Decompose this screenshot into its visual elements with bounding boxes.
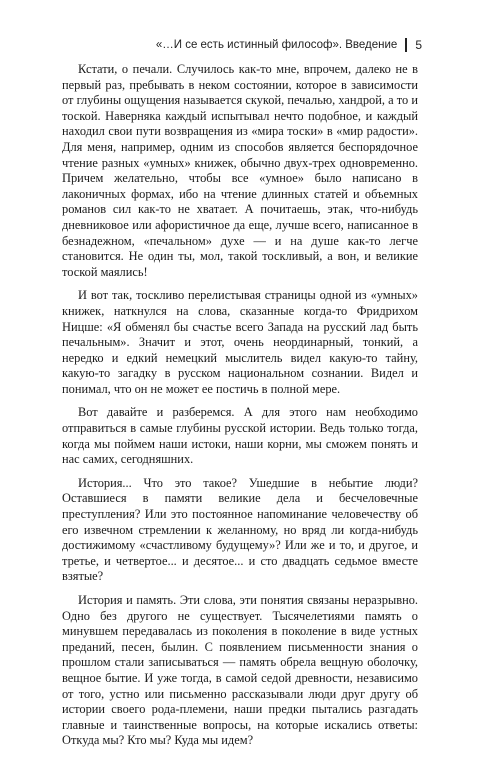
paragraph-3: Вот давайте и разберемся. А для этого нам необходимо отправиться в самые глубины русской истории. Ведь только тогда, когда мы поймем наши истоки, наши корни, мы сможем понять и нас самих, сегодняшних. bbox=[62, 405, 418, 467]
paragraph-5: История и память. Эти слова, эти понятия связаны неразрывно. Одно без другого не существует. Тысячелетиями память о минувшем передавалась из поколения в поколение в виде устных преданий, песен, былин. С появлением письменности знания о прошлом стали записываться — память обрела вещную оболочку, вещное бытие. И уже тогда, в самой седой древности, независимо от того, устно или письменно рассказывали люди друг другу об истории своего рода-племени, наши предки пытались разгадать главные и таинственные вопросы, на которые искались ответы: Откуда мы? Кто мы? Куда мы идем? bbox=[62, 593, 418, 748]
paragraph-4: История... Что это такое? Ушедшие в небытие люди? Оставшиеся в памяти великие дела и бесчеловечные преступления? Или это постоянное напоминание человечеству об его извечном стремлении к желанному, но вряд ли когда-нибудь достижимому «счастливому будущему»? Или же и то, и другое, и третье, и четвертое... и десятое... и сто двадцать седьмое вместе взятые? bbox=[62, 475, 418, 584]
paragraph-1: Кстати, о печали. Случилось как-то мне, впрочем, далеко не в первый раз, пребывать в неком состоянии, которое в зависимости от глубины ощущения называется скукой, печалью, хандрой, а то и тоской. Наверняка каждый испытывал нечто подобное, и каждый находил свои пути возвращения из «мира тоски» в «мир радости». Для меня, например, одним из способов является беспорядочное чтение разных «умных» книжек, обычно двух-трех одновременно. Причем желательно, чтобы все «умное» было написано в лаконичных формах, ибо на чтение длинных статей и объемных романов сил как-то не хватает. А почитаешь, этак, что-нибудь дневниковое или афористичное да еще, лучше всего, написанное в безнадежном, «печальном» духе — и на душе как-то легче становится. Не один ты, мол, такой тоскливый, а вон, и великие тоской маялись! bbox=[62, 62, 418, 279]
page-number: 5 bbox=[415, 38, 422, 52]
paragraph-2: И вот так, тоскливо перелистывая страницы одной из «умных» книжек, наткнулся на слова, сказанные когда-то Фридрихом Ницше: «Я обменял бы счастье всего Запада на русский лад быть печальным». Значит и этот, очень неординарный, тонкий, а нередко и едкий немецкий мыслитель видел какую-то тайну, какую-то загадку в русском национальном сознании. Видел и понимал, что он не может ее постичь в полной мере. bbox=[62, 288, 418, 396]
running-title: «…И се есть истинный философ». Введение bbox=[155, 39, 398, 51]
running-header bbox=[156, 38, 422, 52]
header-separator bbox=[405, 38, 407, 52]
body-text bbox=[62, 62, 418, 757]
